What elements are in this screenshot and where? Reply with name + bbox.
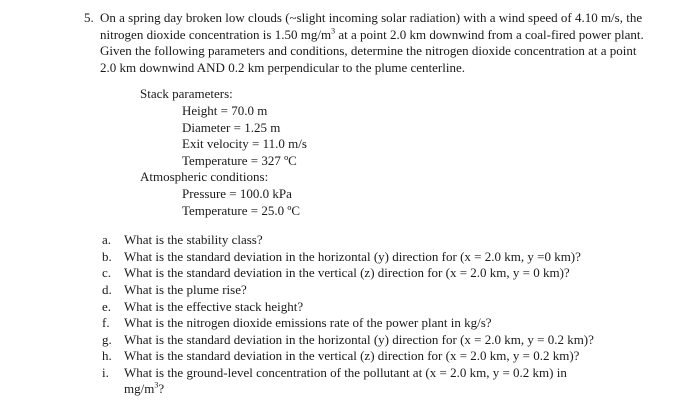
problem-statement-part2: at a point 2.0 km downwind from a coal-fired power plant. Given the following parameters and conditions, determine the nitrogen dioxide concentration at a point 2.0 km downwind AND 0.2 km perpendicular to the plume centerline. [100, 26, 644, 75]
question-text: What is the standard deviation in the vertical (z) direction for (x = 2.0 km, y = 0.2 km)? [124, 348, 580, 364]
question-letter: h. [102, 348, 112, 364]
problem-statement [100, 10, 645, 76]
question-list [100, 232, 645, 398]
question-letter: b. [102, 248, 112, 264]
question-letter: i. [102, 364, 109, 380]
question-text: What is the standard deviation in the vertical (z) direction for (x = 2.0 km, y = 0 km)? [124, 265, 570, 281]
question-letter: e. [102, 298, 112, 314]
question-item [102, 365, 645, 398]
question-text: What is the nitrogen dioxide emissions rate of the power plant in kg/s? [124, 315, 492, 331]
atmospheric-conditions-heading: Atmospheric conditions: [140, 169, 269, 185]
question-item [102, 315, 645, 332]
question-item [102, 265, 645, 282]
stack-parameters-heading: Stack parameters: [140, 86, 233, 102]
question-text-tail: ? [158, 381, 165, 397]
question-letter: a. [102, 232, 112, 248]
question-item [102, 249, 645, 266]
question-item [102, 282, 645, 299]
problem-statement-part1: On a spring day broken low clouds (~slight incoming solar radiation) with a wind speed of 4.10 m/s, the nitrogen dioxide concentration is 1.50 mg/m [100, 10, 643, 42]
question-text: What is the effective stack height? [124, 298, 304, 314]
cubic-superscript: 3 [331, 26, 336, 36]
question-item [102, 332, 645, 349]
question-item [102, 232, 645, 249]
question-item [102, 348, 645, 365]
question-text: What is the standard deviation in the horizontal (y) direction for (x = 2.0 km, y =0 km)? [124, 248, 581, 264]
stack-diameter: Diameter = 1.25 m [182, 119, 281, 135]
question-text: What is the plume rise? [124, 281, 247, 297]
stack-height: Height = 70.0 m [182, 102, 268, 118]
question-text-main: What is the ground-level concentration of the pollutant at (x = 2.0 km, y = 0.2 km) in mg/m [124, 364, 567, 397]
atmospheric-pressure: Pressure = 100.0 kPa [182, 185, 292, 201]
problem-number: 5. [84, 10, 94, 25]
question-letter: f. [102, 315, 110, 331]
question-letter: c. [102, 265, 112, 281]
cubic-superscript: 3 [154, 381, 159, 391]
problem-5 [84, 10, 645, 398]
atmospheric-temperature: Temperature = 25.0 ºC [182, 202, 301, 218]
stack-exit-velocity: Exit velocity = 11.0 m/s [182, 136, 307, 152]
question-item [102, 299, 645, 316]
parameters-block [100, 86, 645, 219]
question-letter: d. [102, 281, 112, 297]
question-text [124, 365, 602, 398]
stack-temperature: Temperature = 327 ºC [182, 152, 297, 168]
question-text: What is the standard deviation in the horizontal (y) direction for (x = 2.0 km, y = 0.2 km)? [124, 331, 594, 347]
question-text: What is the stability class? [124, 232, 263, 248]
question-letter: g. [102, 331, 112, 347]
